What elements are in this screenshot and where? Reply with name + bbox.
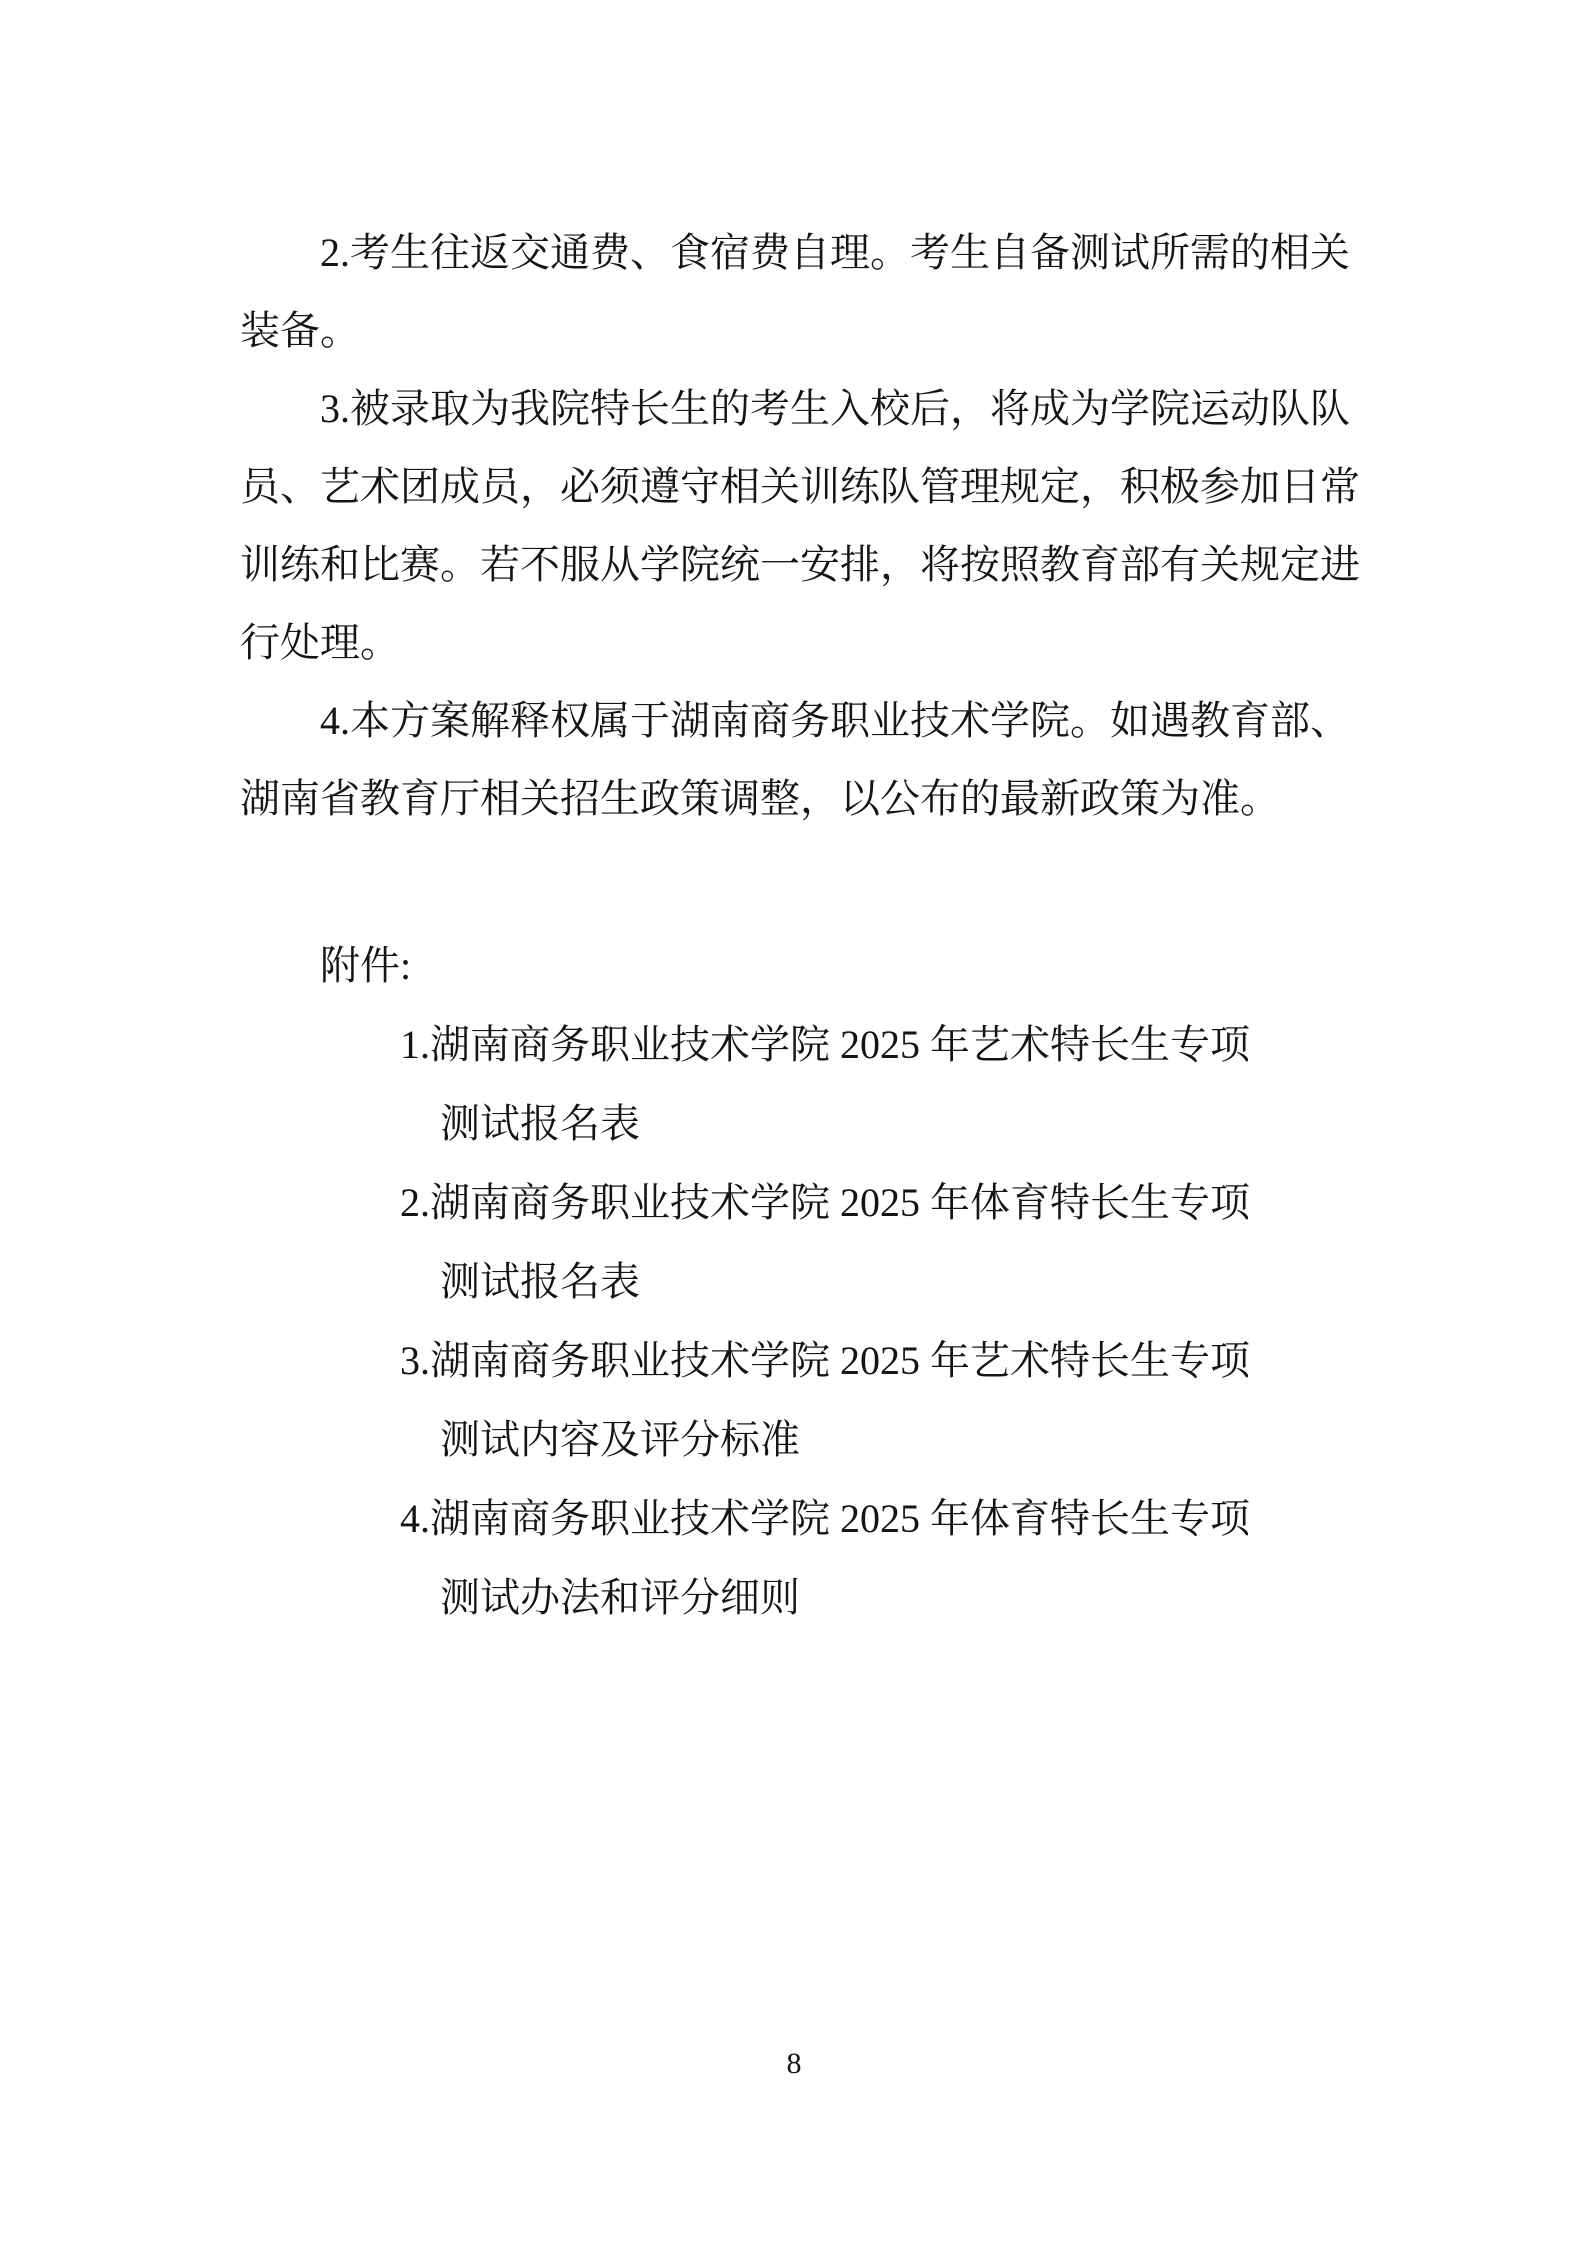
attachment-item-1-line-2: 测试报名表 — [440, 1101, 640, 1146]
paragraph-4-line-1: 4.本方案解释权属于湖南商务职业技术学院。如遇教育部、 — [320, 698, 1350, 743]
attachment-item-1-line-1: 1.湖南商务职业技术学院 2025 年艺术特长生专项 — [400, 1022, 1250, 1067]
attachment-item-2-line-2: 测试报名表 — [440, 1259, 640, 1304]
paragraph-2-line-1: 2.考生往返交通费、食宿费自理。考生自备测试所需的相关 — [320, 230, 1350, 275]
attachment-item-4-line-2: 测试办法和评分细则 — [440, 1575, 800, 1620]
attachment-item-4-line-1: 4.湖南商务职业技术学院 2025 年体育特长生专项 — [400, 1496, 1250, 1541]
paragraph-4-line-2: 湖南省教育厅相关招生政策调整，以公布的最新政策为准。 — [240, 776, 1280, 821]
attachment-item-2-line-1: 2.湖南商务职业技术学院 2025 年体育特长生专项 — [400, 1180, 1250, 1225]
paragraph-3-line-4: 行处理。 — [240, 620, 400, 665]
page-number: 8 — [786, 2047, 802, 2080]
attachment-item-3-line-1: 3.湖南商务职业技术学院 2025 年艺术特长生专项 — [400, 1338, 1250, 1383]
attachments-heading: 附件: — [320, 943, 412, 988]
paragraph-3-line-1: 3.被录取为我院特长生的考生入校后，将成为学院运动队队 — [320, 386, 1350, 431]
paragraph-3-line-2: 员、艺术团成员，必须遵守相关训练队管理规定，积极参加日常 — [240, 464, 1360, 509]
attachment-item-3-line-2: 测试内容及评分标准 — [440, 1417, 800, 1462]
paragraph-3-line-3: 训练和比赛。若不服从学院统一安排，将按照教育部有关规定进 — [240, 542, 1360, 587]
paragraph-2-line-2: 装备。 — [240, 308, 360, 353]
